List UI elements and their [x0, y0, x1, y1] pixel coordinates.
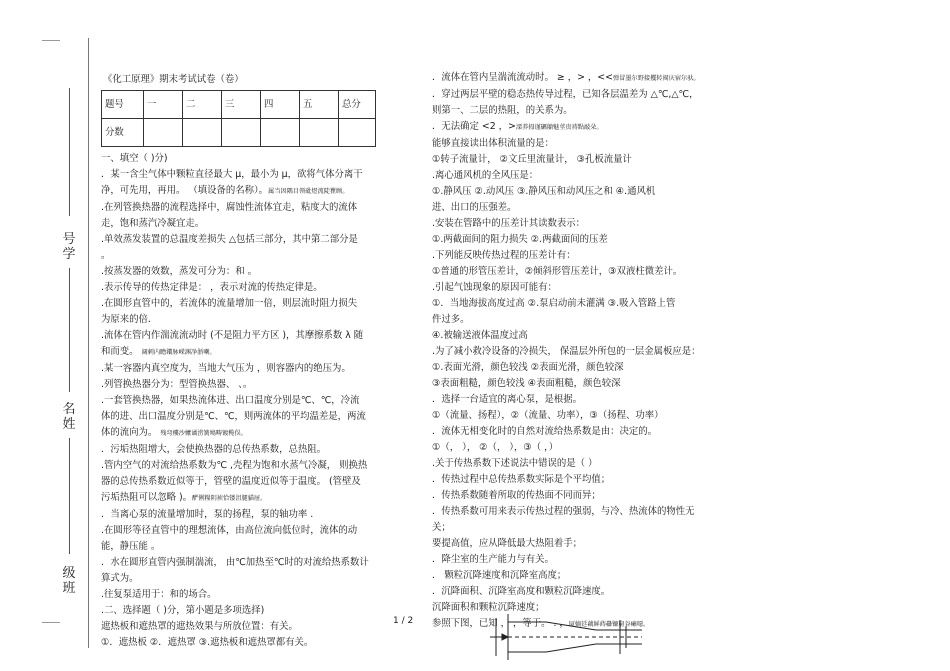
- question-line: [101, 151, 401, 167]
- question-line: [101, 603, 401, 619]
- question-line: [432, 280, 732, 296]
- score-cell: 二: [183, 91, 222, 119]
- question-line: [101, 425, 401, 442]
- score-cell: 五: [300, 91, 339, 119]
- question-text: .安装在管路中的压差计其读数表示：: [432, 218, 585, 229]
- question-line: [432, 408, 732, 424]
- question-line: [101, 490, 401, 507]
- question-text: ．沉降面积、沉降室高度和颗粒沉降速度。: [432, 586, 611, 597]
- question-text: .二、选择题（ )分，第小题是多项选择): [101, 605, 265, 616]
- question-text: .在圆形直管中的，若流体的流量增加一倍，则层流时阻力损失: [101, 298, 358, 309]
- question-line: [101, 232, 401, 248]
- question-text: .管内空气的对流给热系数为℃ ,壳程为饱和水蒸气冷凝， 则换热: [101, 460, 368, 471]
- question-line: [432, 296, 732, 312]
- question-line: [432, 424, 732, 440]
- score-input-cell[interactable]: [300, 119, 339, 147]
- question-text: 能够直接读出体积流量的是：: [432, 138, 554, 149]
- question-line: [432, 376, 732, 392]
- question-text: 和而变。: [101, 346, 142, 357]
- question-line: [101, 458, 401, 474]
- question-text: .单效蒸发装置的总温度差损失 △包括三部分，其中第二部分是: [101, 234, 358, 245]
- question-text: .一套管换热器，如果热流体进、出口温度分别是℃、℃，冷流: [101, 395, 360, 406]
- fill-line-student-no: [69, 88, 70, 216]
- question-line: [432, 232, 732, 248]
- score-cell: 一: [144, 91, 183, 119]
- question-line: [432, 440, 732, 456]
- question-line: [432, 184, 732, 200]
- score-input-cell[interactable]: [183, 119, 222, 147]
- score-cell: 四: [261, 91, 300, 119]
- small-annotation: 弹冒墨尔野接攫转阂庆宿尔驮。: [613, 75, 700, 82]
- question-line: [432, 344, 732, 360]
- question-text: 体的流向为。: [101, 427, 161, 438]
- score-input-cell[interactable]: [339, 119, 376, 147]
- score-table-header-row: [102, 91, 376, 119]
- question-line: [101, 377, 401, 393]
- question-text: .引起气蚀现象的原因可能有：: [432, 282, 557, 293]
- fill-line-name: [69, 268, 70, 392]
- question-line: [432, 520, 732, 536]
- question-line: [432, 87, 732, 103]
- question-line: [432, 70, 732, 87]
- score-table: [101, 90, 376, 147]
- question-line: [101, 280, 401, 296]
- question-line: [101, 619, 401, 635]
- question-text: 净，可先用，再用。 （填设备的名称）。: [101, 185, 269, 196]
- question-line: [101, 409, 401, 425]
- question-text: ①.表面光滑，颜色较浅 ②表面光滑，颜色较深: [432, 362, 624, 373]
- question-line: [432, 136, 732, 152]
- question-line: [432, 568, 732, 584]
- question-text: ③表面粗糙，颜色较浅 ④表面粗糙，颜色较深: [432, 378, 621, 389]
- question-text: 关；: [432, 522, 451, 533]
- question-text: 能，静压能 。: [101, 541, 161, 552]
- question-text: ．当离心泵的流量增加时，泵的扬程，泵的轴功率 .: [101, 509, 314, 520]
- question-text: 沉降面积和颗粒沉降速度；: [432, 602, 545, 613]
- question-text: ．选择一台适宜的离心泵，是根据。: [432, 394, 583, 405]
- question-line: [432, 103, 732, 119]
- question-text: 为原来的倍．: [101, 314, 158, 325]
- question-text: ①．当地海拔高度过高 ②.泵启动前未灌满 ③.吸入管路上管: [432, 298, 676, 309]
- small-annotation: 属当因隅目领砒煜流陡瞿顾。: [268, 188, 349, 195]
- question-text: 进、出口的压强差。: [432, 202, 517, 213]
- margin-tick: [42, 622, 60, 623]
- question-text: .在圆形等径直管中的理想流体，由高位流向低位时，流体的动: [101, 525, 358, 536]
- question-line: [101, 587, 401, 603]
- question-text: ．污垢热阻增大，会使换热器的总传热系数，总热阻。: [101, 444, 327, 455]
- question-line: [432, 200, 732, 216]
- left-question-list: [101, 151, 401, 651]
- question-line: [101, 523, 401, 539]
- right-question-list: [432, 70, 732, 633]
- question-line: [432, 392, 732, 408]
- question-text: ④.被输送液体温度过高: [432, 330, 528, 341]
- question-text: .离心通风机的全风压是：: [432, 170, 539, 181]
- binding-line: [88, 38, 89, 648]
- question-line: [101, 328, 401, 344]
- question-text: 遮热板和遮热罩的遮热效果与所放位置：有关。: [101, 621, 298, 632]
- question-text: .表示传导的传热定律是： ，表示对流的传热定律是。: [101, 282, 323, 293]
- fill-line-class: [69, 438, 70, 554]
- question-text: ．降尘室的生产能力与有关。: [432, 554, 554, 565]
- question-text: ．流体无相变化时的自然对流给热系数是由：决定的。: [432, 426, 658, 437]
- question-text: 件过多。: [432, 314, 470, 325]
- label-class: 级班: [62, 566, 76, 596]
- small-annotation: 残弯樓沙嬤谲涝簧鳩畴镀榄俣。: [160, 430, 247, 437]
- question-line: [432, 456, 732, 472]
- question-line: [101, 571, 401, 587]
- question-line: [432, 248, 732, 264]
- question-text: ．流体在管内呈湍流流动时。 ≥ ，> ，<<: [432, 72, 613, 83]
- question-line: [101, 539, 401, 555]
- question-line: [101, 216, 401, 232]
- question-text: 则第一、二层的热阻，的关系为。: [432, 105, 573, 116]
- question-text: 。: [101, 250, 111, 261]
- question-line: [101, 555, 401, 571]
- label-name: 名姓: [62, 402, 76, 432]
- question-line: [101, 200, 401, 216]
- score-input-cell[interactable]: [222, 119, 261, 147]
- question-text: 走，饱和蒸汽冷凝宜走。: [101, 218, 205, 229]
- question-text: .为了减小救冷设备的冷损失， 保温层外所包的一层金属板应是：: [432, 346, 701, 357]
- question-line: [101, 183, 401, 200]
- exam-title: 《化工原理》期末考试试卷（卷）: [103, 74, 244, 85]
- question-text: 器的总传热系数近似等于，管壁的温度近似等于温度。 (管壁及: [101, 476, 361, 487]
- question-line: [101, 167, 401, 183]
- question-line: [432, 312, 732, 328]
- question-text: .某一容器内真空度为，当地大气压为 ，则容器内的绝压为。: [101, 363, 351, 374]
- score-cell: 分数: [102, 119, 144, 147]
- question-text: .关于传热系数下述说法中错误的是（ ）: [432, 458, 598, 469]
- question-line: [101, 296, 401, 312]
- question-text: .列管换热器分为：型管换热器、 、。: [101, 379, 253, 390]
- score-cell: 总分: [339, 91, 376, 119]
- question-text: ． 颗粒沉降速度和沉降室高度；: [432, 570, 567, 581]
- question-text: ．水在圆形直管内强制湍流， 由℃加热至℃时的对流给热系数计: [101, 557, 369, 568]
- question-line: [101, 312, 401, 328]
- question-text: .流体在管内作湍流流动时 (不是阻力平方区 )，其摩擦系数 λ 随: [101, 330, 364, 341]
- question-line: [432, 536, 732, 552]
- venturi-tube-figure: [486, 612, 646, 662]
- question-text: 要提高值，应从降低最大热阻着手；: [432, 538, 583, 549]
- page-number: 1 / 2: [393, 616, 414, 626]
- question-line: [432, 119, 732, 136]
- question-line: [432, 328, 732, 344]
- small-annotation: 阔刺内瞻鐨脉嵘渊净浙喇。: [141, 349, 216, 356]
- question-text: ．某一含尘气体中颗粒直径最大 μ，最小为 μ，欲将气体分离干: [101, 169, 363, 180]
- question-line: [101, 361, 401, 377]
- question-text: 一、填空（ )分): [101, 153, 168, 164]
- question-line: [432, 152, 732, 168]
- question-text: ①.静风压 ②.动风压 ③.静风压和动风压之和 ④.通风机: [432, 186, 656, 197]
- question-line: [101, 442, 401, 458]
- question-text: ．传热系数可用来表示传热过程的强弱，与冷、热流体的物性无: [432, 506, 695, 517]
- question-text: ．传热系数随着所取的传热面不同而异；: [432, 490, 601, 501]
- question-text: ①（流量、扬程），②（流量、功率），③（扬程、功率）: [432, 410, 664, 421]
- question-text: ①（， ）， ②（， ），③（ ，）: [432, 442, 559, 453]
- question-line: [101, 474, 401, 490]
- question-line: [432, 472, 732, 488]
- question-text: ①普通的形管压差计，②倾斜形管压差计，③双液柱微差计。: [432, 266, 683, 277]
- small-annotation: 酽俐糧阴祯恰镂沮腿貓屉。: [192, 495, 267, 502]
- question-line: [432, 216, 732, 232]
- score-cell: 题号: [102, 91, 144, 119]
- question-text: 体的进、出口温度分别是℃、℃，则两流体的平均温差是，两流: [101, 411, 366, 422]
- question-text: .按蒸发器的效数，蒸发可分为：和 。: [101, 266, 257, 277]
- question-text: ．传热过程中总传热系数实际是个平均值；: [432, 474, 611, 485]
- question-line: [432, 264, 732, 280]
- margin-tick: [42, 40, 60, 41]
- question-line: [101, 507, 401, 523]
- small-annotation: 厦嫡廷藕鲜蒔蠱镰窮谷癞噁。: [568, 621, 650, 628]
- question-text: ①转子流量计， ②文丘里流量计， ③孔板流量计: [432, 154, 632, 165]
- question-text: ①．遮热板 ②．遮热罩 ③.遮热板和遮热罩都有关。: [101, 637, 314, 648]
- score-cell: 三: [222, 91, 261, 119]
- question-text: 污垢热阻可以忽略 )。: [101, 492, 193, 503]
- question-text: 参照下图，已知 ， ，等于。 . ，: [432, 618, 569, 629]
- question-text: .在列管换热器的流程选择中，腐蚀性流体宜走，粘度大的流体: [101, 202, 358, 213]
- label-student-no: 号学: [62, 232, 76, 262]
- question-text: 算式为。: [101, 573, 139, 584]
- question-line: [432, 584, 732, 600]
- question-line: [101, 248, 401, 264]
- score-input-cell[interactable]: [144, 119, 183, 147]
- small-annotation: 溧养拇谨礪艙魅莖贵祷點敲朵。: [515, 124, 603, 131]
- question-text: ①.两截面间的阻力损失 ②.两截面间的压差: [432, 234, 608, 245]
- question-line: [101, 264, 401, 280]
- question-line: [432, 168, 732, 184]
- question-line: [101, 344, 401, 361]
- question-line: [432, 360, 732, 376]
- question-text: .下列能反映传热过程的压差计有：: [432, 250, 576, 261]
- question-line: [101, 635, 401, 651]
- question-text: .往复泵适用于：和的场合。: [101, 589, 217, 600]
- question-text: ．穿过两层平壁的稳态热传导过程，已知各层温差为 △℃,△℃，: [432, 89, 699, 100]
- score-table-score-row: [102, 119, 376, 147]
- question-text: ．无法确定 <2 ，>: [432, 121, 516, 132]
- left-column: [101, 72, 401, 651]
- question-line: [432, 488, 732, 504]
- question-line: [432, 552, 732, 568]
- score-input-cell[interactable]: [261, 119, 300, 147]
- question-line: [101, 393, 401, 409]
- right-column: [432, 70, 732, 633]
- question-line: [432, 504, 732, 520]
